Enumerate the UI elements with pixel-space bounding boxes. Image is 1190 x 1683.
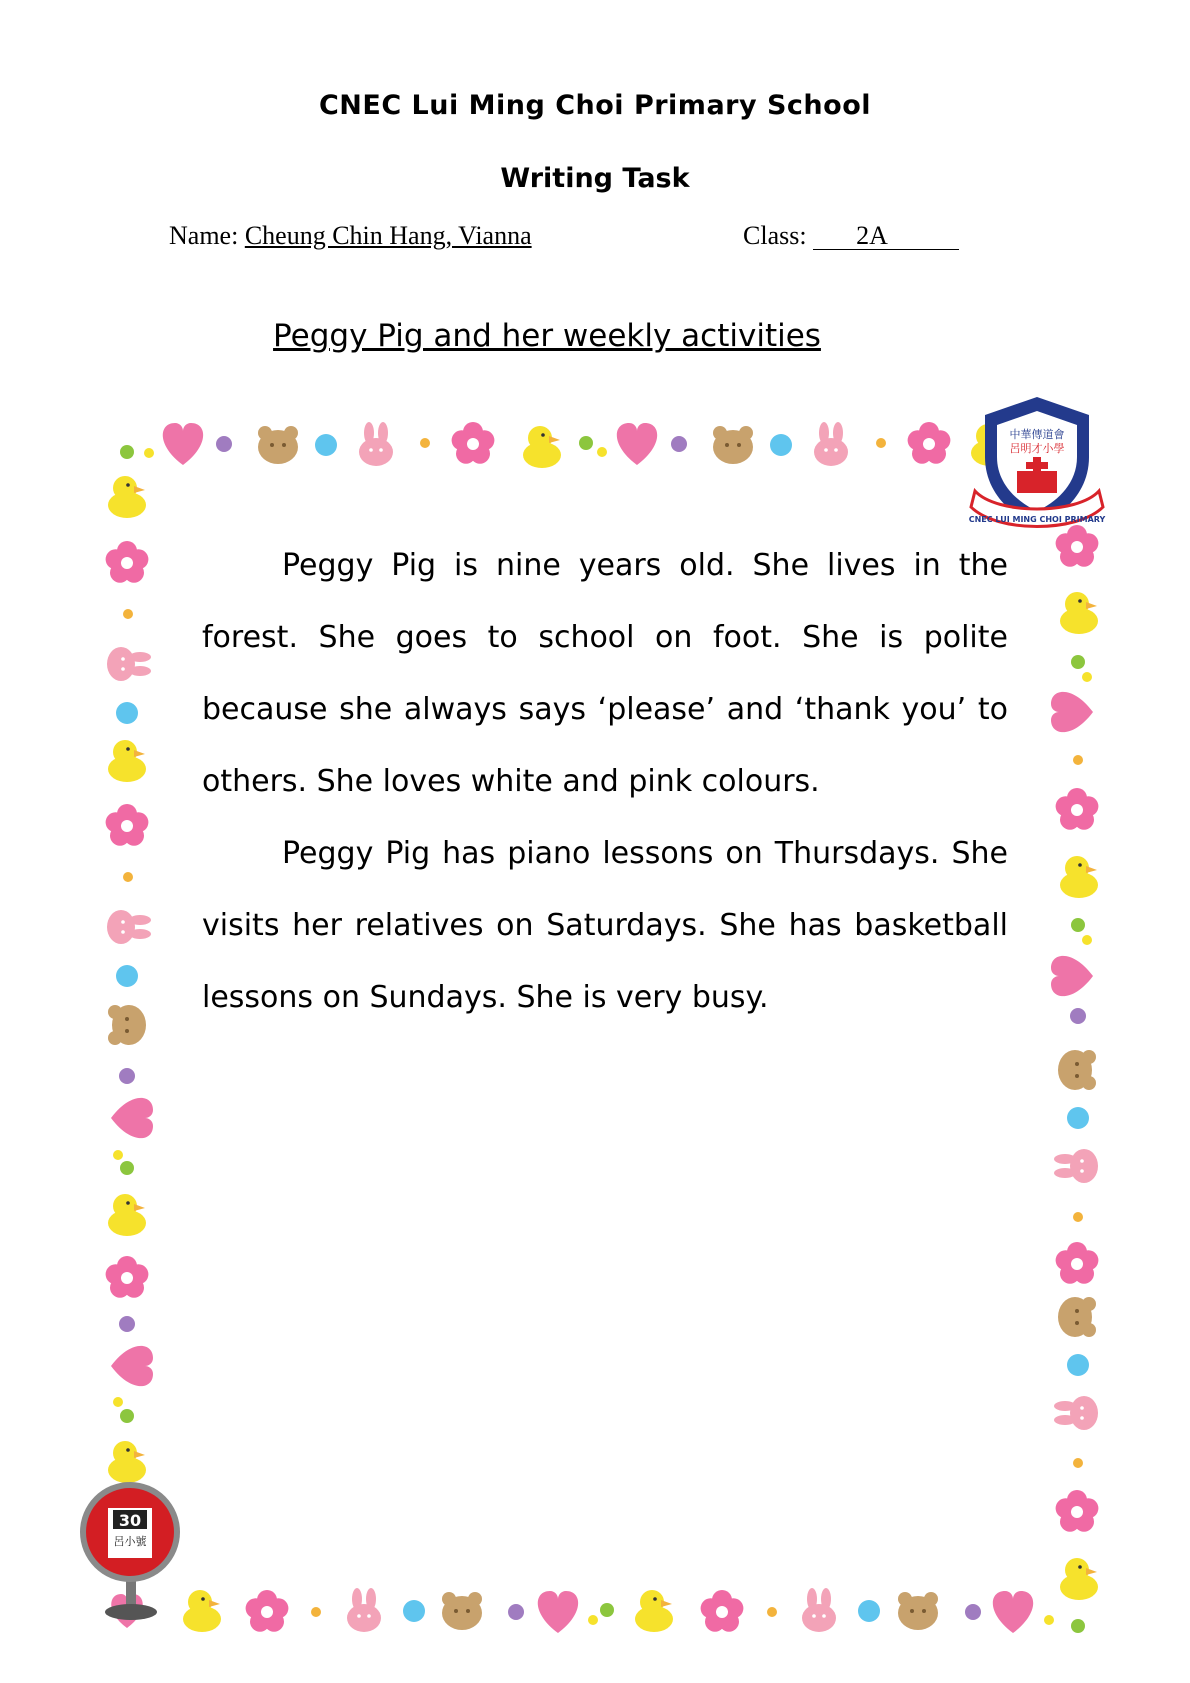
- border-bottom-row: [111, 1588, 1054, 1633]
- svg-text:30: 30: [118, 1511, 142, 1530]
- class-label: Class:: [743, 221, 807, 250]
- task-heading: Writing Task: [500, 163, 690, 194]
- class-row: [743, 221, 959, 251]
- svg-text:呂明才小學: 呂明才小學: [1009, 442, 1065, 455]
- svg-text:中華傳道會: 中華傳道會: [1009, 428, 1065, 441]
- name-value: Cheung Chin Hang, Vianna: [244, 221, 532, 250]
- border-left-column: [106, 476, 153, 1483]
- story-paragraph-2: Peggy Pig has piano lessons on Thursdays. She visits her relatives on Saturdays. She has basketball lessons on Sundays. She is very busy.: [202, 836, 1008, 1015]
- school-name: CNEC Lui Ming Choi Primary School: [318, 90, 872, 121]
- svg-text:呂小號: 呂小號: [113, 1535, 147, 1548]
- school-crest: [969, 397, 1106, 527]
- border-top-row: [120, 422, 1009, 468]
- story-body: [202, 530, 1008, 1034]
- svg-text:CNEC LUI MING CHOI PRIMARY: CNEC LUI MING CHOI PRIMARY: [968, 515, 1106, 524]
- bus-stop-sign: [80, 1482, 180, 1620]
- border-right-column: [1051, 525, 1098, 1633]
- story-title: Peggy Pig and her weekly activities: [273, 318, 821, 354]
- story-paragraph-1: Peggy Pig is nine years old. She lives in the forest. She goes to school on foot. She is polite because she always says ‘please’ and ‘thank you’ to others. She loves white and pink colours.: [202, 548, 1008, 799]
- name-row: [169, 221, 532, 251]
- name-label: Name:: [169, 221, 239, 250]
- class-value: 2A: [813, 223, 959, 250]
